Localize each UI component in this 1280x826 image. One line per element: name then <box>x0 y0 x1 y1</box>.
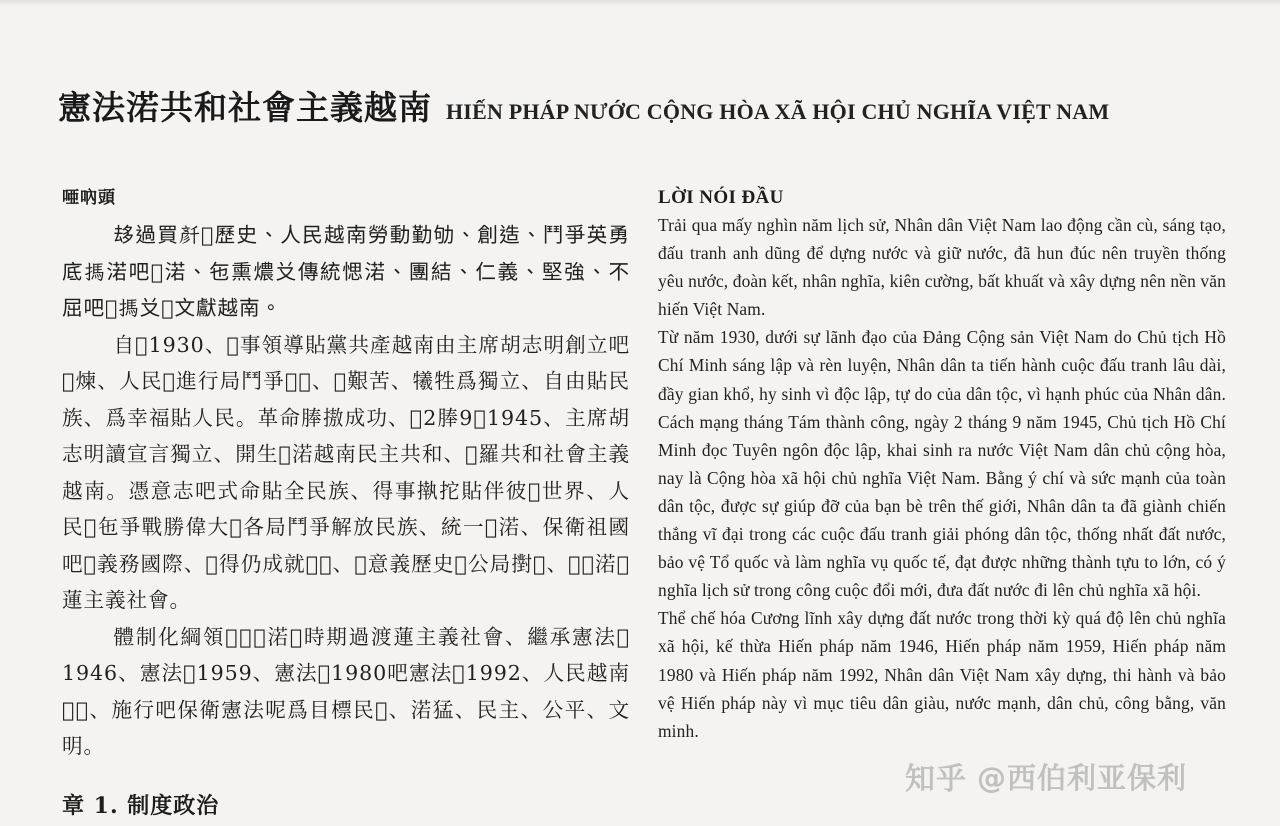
title-vietnamese: HIẾN PHÁP NƯỚC CỘNG HÒA XÃ HỘI CHỦ NGHĨA VIỆT NAM <box>446 99 1110 124</box>
preamble-paragraph-nom: 自𢆥1930、𠁑事領導貼黨共產越南由主席胡志明創立吧𨫊煉、人民𠊚進行局鬥爭𡗉𣊾、𥪝艱苦、犧牲爲獨立、自由貼民族、爲幸福貼人民。革命䏾𢳆成功、𣋚2䏾9𢆥1945、主席胡志明讀宣言獨立、開生𥾽渃越南民主共和、𫥨羅共和社會主義越南。憑意志吧式命貼全民族、得事𢴇拕貼伴彼𨕭世界、人民𠊚㐌爭戰勝偉大𧵑各局鬥爭解放民族、統一𡐙渃、保衛祖國吧𢀭義務國際、𨀈得仍成就𢁑𢗂、𡨈意義歷史𧵑公局𢷮𡤔、𢪮𡐙渃𨖲蓮主義社會。 <box>62 332 630 612</box>
preamble-paragraph-nom: 𠫾過買𠦳𢆥歷史、人民越南勞動勤劬、創造、鬥爭英勇底𢲫渃吧𡨹渃、㐌熏燶𠬠傳統愢渃、團結、仁義、堅強、不屈吧𡏦𢲫𠬠𡋂文獻越南。 <box>62 223 630 320</box>
document-title <box>58 82 1238 134</box>
preamble-paragraph-vietnamese: Thể chế hóa Cương lĩnh xây dựng đất nước trong thời kỳ quá độ lên chủ nghĩa xã hội, kế thừa Hiến pháp năm 1946, Hiến pháp năm 1959, Hiến pháp năm 1980 và Hiến pháp năm 1992, Nhân dân Việt Nam xây dựng, thi hành và bảo vệ Hiến pháp này vì mục tiêu dân giàu, nước mạnh, dân chủ, công bằng, văn minh. <box>658 608 1226 741</box>
title-chu-nom: 憲法渃共和社會主義越南 <box>58 88 432 127</box>
zhihu-watermark <box>905 756 1187 796</box>
page-top-edge <box>0 0 1280 6</box>
watermark-author-handle: @西伯利亚保利 <box>977 760 1188 795</box>
left-column-chu-nom <box>62 183 630 826</box>
preamble-heading-nom: 唖吶頭 <box>62 188 116 208</box>
chapter-heading-nom: 章 1. 制度政治 <box>62 792 220 819</box>
preamble-paragraph-vietnamese: Từ năm 1930, dưới sự lãnh đạo của Đảng Cộng sản Việt Nam do Chủ tịch Hồ Chí Minh sáng lập và rèn luyện, Nhân dân ta tiến hành cuộc đấu tranh lâu dài, đầy gian khổ, hy sinh vì độc lập, tự do của dân tộc, vì hạnh phúc của Nhân dân. Cách mạng tháng Tám thành công, ngày 2 tháng 9 năm 1945, Chủ tịch Hồ Chí Minh đọc Tuyên ngôn độc lập, khai sinh ra nước Việt Nam dân chủ cộng hòa, nay là Cộng hòa xã hội chủ nghĩa Việt Nam. Bằng ý chí và sức mạnh của toàn dân tộc, được sự giúp đỡ của bạn bè trên thế giới, Nhân dân ta đã giành chiến thắng vĩ đại trong các cuộc đấu tranh giải phóng dân tộc, thống nhất đất nước, bảo vệ Tổ quốc và làm nghĩa vụ quốc tế, đạt được những thành tựu to lớn, có ý nghĩa lịch sử trong công cuộc đổi mới, đưa đất nước đi lên chủ nghĩa xã hội. <box>658 327 1226 601</box>
preamble-heading-vietnamese: LỜI NÓI ĐẦU <box>658 187 784 208</box>
right-column-vietnamese <box>658 185 1226 805</box>
preamble-paragraph-nom: 體制化綱領𡏦𢲫𡐙渃𧵑時期過渡蓮主義社會、繼承憲法𢆥1946、憲法𢆥1959、憲法𢆥1980吧憲法𢆥1992、人民越南𡏦𢲫、施行吧保衛憲法呢爲目標民𢀭、渃猛、民主、公平、文明。 <box>62 624 630 758</box>
preamble-paragraph-vietnamese: Trải qua mấy nghìn năm lịch sử, Nhân dân Việt Nam lao động cần cù, sáng tạo, đấu tranh anh dũng để dựng nước và giữ nước, đã hun đúc nên truyền thống yêu nước, đoàn kết, nhân nghĩa, kiên cường, bất khuất và xây dựng nên nền văn hiến Việt Nam. <box>658 215 1226 320</box>
zhihu-logo: 知乎 <box>905 762 967 797</box>
